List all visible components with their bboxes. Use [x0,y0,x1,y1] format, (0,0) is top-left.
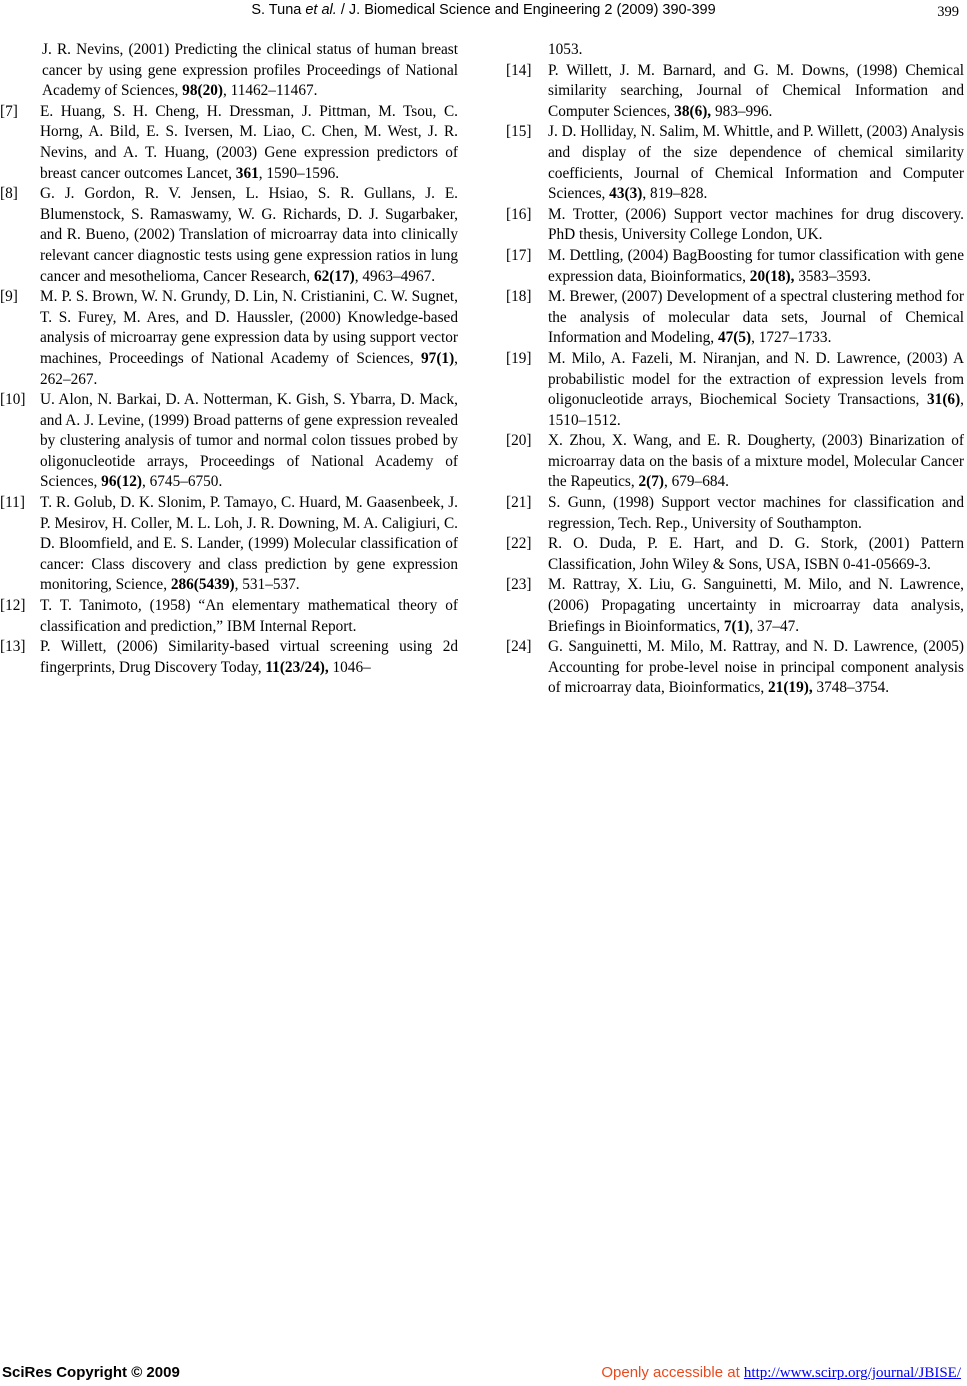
reference-text: E. Huang, S. H. Cheng, H. Dressman, J. Pittman, M. Tsou, C. Horng, A. Bild, E. S. Iversen, M. Liao, C. Chen, M. West, J. R. Nevins, and A. T. Huang, (2003) Gene expression predictors of breast cancer outcomes Lancet, 361, 1590–1596. [40,102,458,182]
running-header [0,2,967,24]
reference-number: [12] [0,597,26,615]
reference-number: [20] [506,432,532,450]
reference-continuation: 1053. [548,41,583,58]
reference-text: P. Willett, (2006) Similarity-based virtual screening using 2d fingerprints, Drug Discovery Today, 11(23/24), 1046– [40,638,458,676]
reference-item [0,493,458,596]
reference-item [0,390,458,493]
reference-item [506,534,964,575]
reference-text: M. Dettling, (2004) BagBoosting for tumor classification with gene expression data, Bioinformatics, 20(18), 3583–3593. [548,246,964,285]
reference-number: [22] [506,535,532,553]
reference-continuation: J. R. Nevins, (2001) Predicting the clinical status of human breast cancer by using gene expression profiles Proceedings of National Academy of Sciences, 98(20), 11462–11467. [42,41,458,100]
reference-number: [18] [506,288,532,306]
reference-number: [19] [506,349,532,367]
reference-number: [7] [0,102,18,120]
reference-number: [9] [0,288,18,306]
reference-text: M. Milo, A. Fazeli, M. Niranjan, and N. D. Lawrence, (2003) A probabilistic model for the extraction of expression levels from oligonucleotide arrays, Biochemical Society Transactions, 31(6), 1510–1512. [548,349,964,429]
reference-item [506,431,964,493]
reference-item [0,596,458,637]
reference-number: [23] [506,576,532,594]
reference-number: [21] [506,494,532,512]
left-reference-column [0,40,458,678]
page-number: 399 [937,4,959,20]
reference-number: [16] [506,205,532,223]
open-access-notice: Openly accessible at http://www.scirp.org/journal/JBISE/ [601,1364,961,1381]
reference-text: G. Sanguinetti, M. Milo, M. Rattray, and N. D. Lawrence, (2005) Accounting for probe-level noise in principal component analysis of microarray data, Bioinformatics, 21(19), 3748–3754. [548,638,964,697]
reference-text: G. J. Gordon, R. V. Jensen, L. Hsiao, S. R. Gullans, J. E. Blumenstock, S. Ramaswamy, W. G. Richards, D. J. Sugarbaker, and R. Bueno, (2002) Translation of microarray data into clinically relevant cancer diagnostic tests using gene expression ratios in lung cancer and mesothelioma, Cancer Research, 62(17), 4963–4967. [40,185,458,285]
reference-number: [10] [0,391,26,409]
journal-title: S. Tuna et al. / J. Biomedical Science and Engineering 2 (2009) 390-399 [251,2,716,18]
reference-text: M. Trotter, (2006) Support vector machines for drug discovery. PhD thesis, University College London, UK. [548,205,964,244]
reference-number: [8] [0,185,18,203]
copyright-notice: SciRes Copyright © 2009 [2,1364,180,1381]
right-reference-column [506,40,964,699]
reference-number: [14] [506,61,532,79]
reference-item [506,575,964,637]
reference-number: [15] [506,123,532,141]
reference-text: M. Rattray, X. Liu, G. Sanguinetti, M. Milo, and N. Lawrence, (2006) Propagating uncertainty in microarray data analysis, Briefings in Bioinformatics, 7(1), 37–47. [548,576,964,635]
reference-item [506,246,964,287]
reference-item [0,637,458,678]
reference-item [506,122,964,204]
reference-text: S. Gunn, (1998) Support vector machines for classification and regression, Tech. Rep., University of Southampton. [548,494,964,532]
reference-number: [13] [0,638,26,656]
reference-text: P. Willett, J. M. Barnard, and G. M. Downs, (1998) Chemical similarity searching, Journal of Chemical Information and Computer Sciences, 38(6), 983–996. [548,61,964,120]
reference-item [0,184,458,287]
reference-text: U. Alon, N. Barkai, D. A. Notterman, K. Gish, S. Ybarra, D. Mack, and A. J. Levine, (1999) Broad patterns of gene expression revealed by clustering analysis of tumor and normal colon tissues probed by oligonucleotide arrays, Proceedings of National Academy of Sciences, 96(12), 6745–6750. [40,391,458,491]
reference-item [506,61,964,123]
reference-number: [24] [506,638,532,656]
reference-item [506,493,964,534]
reference-text: M. P. S. Brown, W. N. Grundy, D. Lin, N. Cristianini, C. W. Sugnet, T. S. Furey, M. Ares, and D. Haussler, (2000) Knowledge-based analysis of microarray gene expression data by using support vector machines, Proceedings of National Academy of Sciences, 97(1), 262–267. [40,288,458,388]
journal-link[interactable]: http://www.scirp.org/journal/JBISE/ [743,1365,961,1381]
reference-item [0,102,458,184]
reference-item [506,637,964,699]
reference-text: T. R. Golub, D. K. Slonim, P. Tamayo, C. Huard, M. Gaasenbeek, J. P. Mesirov, H. Coller, M. L. Loh, J. R. Downing, M. A. Caligiuri, C. D. Bloomfield, and E. S. Lander, (1999) Molecular classification of cancer: Class discovery and class prediction by gene expression monitoring, Science, 286(5439), 531–537. [40,494,458,594]
reference-number: [11] [0,494,25,512]
reference-item [506,349,964,431]
reference-text: X. Zhou, X. Wang, and E. R. Dougherty, (2003) Binarization of microarray data on the basis of a mixture model, Molecular Cancer the Rapeutics, 2(7), 679–684. [548,432,964,491]
reference-item [0,287,458,390]
reference-text: R. O. Duda, P. E. Hart, and D. G. Stork, (2001) Pattern Classification, John Wiley & Sons, USA, ISBN 0-41-05669-3. [548,535,964,573]
page-footer [0,1364,967,1384]
reference-text: M. Brewer, (2007) Development of a spectral clustering method for the analysis of molecular data sets, Journal of Chemical Information and Modeling, 47(5), 1727–1733. [548,288,964,347]
reference-item [506,287,964,349]
reference-item [506,205,964,246]
reference-text: T. T. Tanimoto, (1958) “An elementary mathematical theory of classification and prediction,” IBM Internal Report. [40,597,458,635]
reference-text: J. D. Holliday, N. Salim, M. Whittle, and P. Willett, (2003) Analysis and display of the size dependence of chemical similarity coefficients, Journal of Chemical Information and Computer Sciences, 43(3), 819–828. [548,123,964,203]
reference-number: [17] [506,246,532,264]
